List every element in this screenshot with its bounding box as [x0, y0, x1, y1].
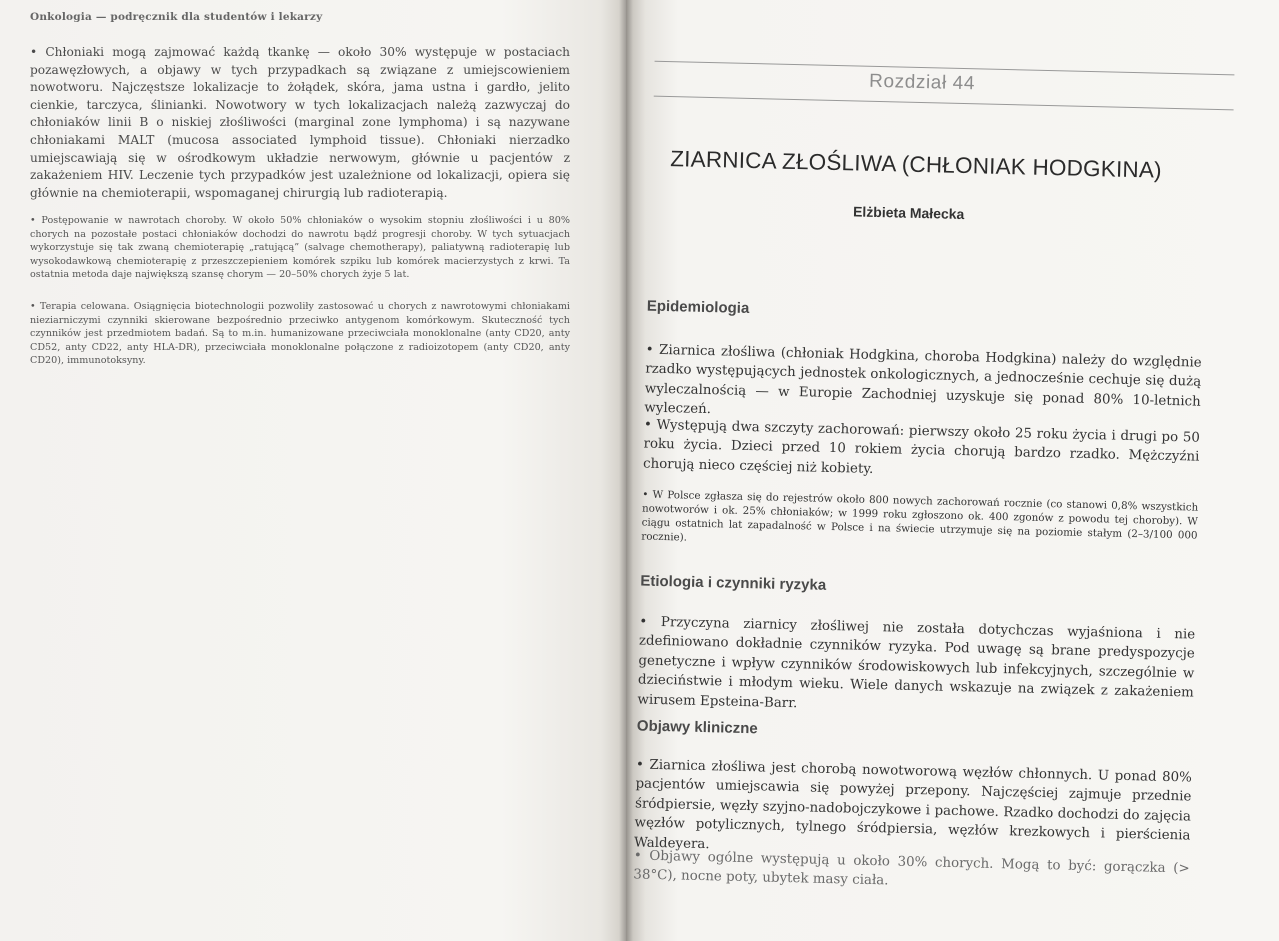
section-heading-etiology: Etiologia i czynniki ryzyka: [640, 572, 827, 594]
left-paragraph-relapse: • Postępowanie w nawrotach choroby. W około 50% chłoniaków o wysokim stopniu złośliwości i u 80% chorych na pozostałe postaci chłoniaków dochodzi do nawrotu bądź progresji choroby. W tych sytuacjach wykorzystuje się tak zwaną chemioterapię „ratującą” (salvage chemotherapy), paliatywną radioterapię lub wysokodawkową chemioterapię z przeszczepieniem komórek szpiku lub komórek macierzystych z krwi. Ta ostatnia metoda daje największą szansę chorym — 20–50% chorych żyje 5 lat.: [30, 215, 570, 281]
epidemiology-paragraph-3: • W Polsce zgłasza się do rejestrów około 800 nowych zachorowań rocznie (co stanowi 0,8% wszystkich nowotworów i ok. 25% chłoniaków; w 1999 roku zgłoszono ok. 400 zgonów z powodu tej choroby). W ciągu ostatnich lat zapadalność w Polsce i na świecie utrzymuje się na poziomie stałym (2–3/100 000 rocznie).: [641, 488, 1199, 544]
chapter-label: Rozdział 44: [868, 70, 976, 95]
chapter-rule-bottom: [654, 96, 1234, 111]
chapter-author: Elżbieta Małecka: [852, 203, 965, 223]
epidemiology-paragraph-1: • Ziarnica złośliwa (chłoniak Hodgkina, choroba Hodgkina) należy do względnie rzadko występujących jednostek onkologicznych, a jednocześnie cechuje się dużą wyleczalnością — w Europie Zachodniej uzyskuje się ponad 80% 10-letnich wyleczeń.: [644, 342, 1202, 418]
left-paragraph-extranodal: • Chłoniaki mogą zajmować każdą tkankę — około 30% występuje w postaciach pozawęzłowych, a objawy w tych przypadkach są związane z umiejscowieniem nowotworu. Najczęstsze lokalizacje to żołądek, skóra, jama ustna i gardło, jelito cienkie, tarczyca, ślinianki. Nowotwory w tych lokalizacjach należą zazwyczaj do chłoniaków linii B o niskiej złośliwości (marginal zone lymphoma) i są nazywane chłoniakami MALT (mucosa associated lymphoid tissue). Chłoniaki nierzadko umiejscawiają się w ośrodkowym układzie nerwowym, głównie u pacjentów z zakażeniem HIV. Leczenie tych przypadków jest uzależnione od lokalizacji, opiera się głównie na chemioterapii, wspomaganej chirurgią lub radioterapią.: [30, 45, 570, 200]
section-heading-clinical-symptoms: Objawy kliniczne: [636, 717, 758, 738]
book-gutter-shadow: [619, 0, 633, 941]
section-heading-epidemiology: Epidemiologia: [646, 297, 750, 317]
right-page: [626, 0, 1279, 941]
symptoms-paragraph-2: • Objawy ogólne występują u około 30% chorych. Mogą to być: gorączka (> 38°C), nocne poty, ubytek masy ciała.: [633, 848, 1190, 889]
symptoms-paragraph-1: • Ziarnica złośliwa jest chorobą nowotworową węzłów chłonnych. U ponad 80% pacjentów umiejscawia się powyżej przepony. Najczęściej zajmuje przednie śródpiersie, węzły szyjno-nadobojczykowe i pachowe. Rzadko dochodzi do zajęcia węzłów potylicznych, tylnego śródpiersia, węzłów krezkowych i pierścienia Waldeyera.: [633, 757, 1193, 852]
epidemiology-paragraph-2: • Występują dwa szczyty zachorowań: pierwszy około 25 roku życia i drugi po 50 roku życia. Dzieci przed 10 rokiem życia chorują bardzo rzadko. Mężczyźni chorują nieco częściej niż kobiety.: [642, 417, 1201, 477]
chapter-title: ZIARNICA ZŁOŚLIWA (CHŁONIAK HODGKINA): [669, 146, 1163, 183]
etiology-paragraph-1: • Przyczyna ziarnicy złośliwej nie została dotychczas wyjaśniona i nie zdefiniowano dokładnie czynników ryzyka. Pod uwagę są brane predyspozycje genetyczne i wpływ czynników środowiskowych lub infekcyjnych, szczególnie w dzieciństwie i młodym wieku. Wiele danych wskazuje na związek z zakażeniem wirusem Epsteina-Barr.: [637, 614, 1196, 711]
left-page: [0, 0, 626, 941]
running-head: Onkologia — podręcznik dla studentów i lekarzy: [30, 11, 323, 23]
left-paragraph-targeted-therapy: • Terapia celowana. Osiągnięcia biotechnologii pozwoliły zastosować u chorych z nawrotowymi chłoniakami nieziarniczymi czynniki skierowane bezpośrednio przeciwko antygenom komórkowym. Skuteczność tych czynników jest przedmiotem badań. Są to m.in. humanizowane przeciwciała monoklonalne (anty CD20, anty CD52, anty CD22, anty HLA-DR), przeciwciała monoklonalne połączone z radioizotopem (anty CD20, anty CD20), immunotoksyny.: [30, 301, 570, 367]
